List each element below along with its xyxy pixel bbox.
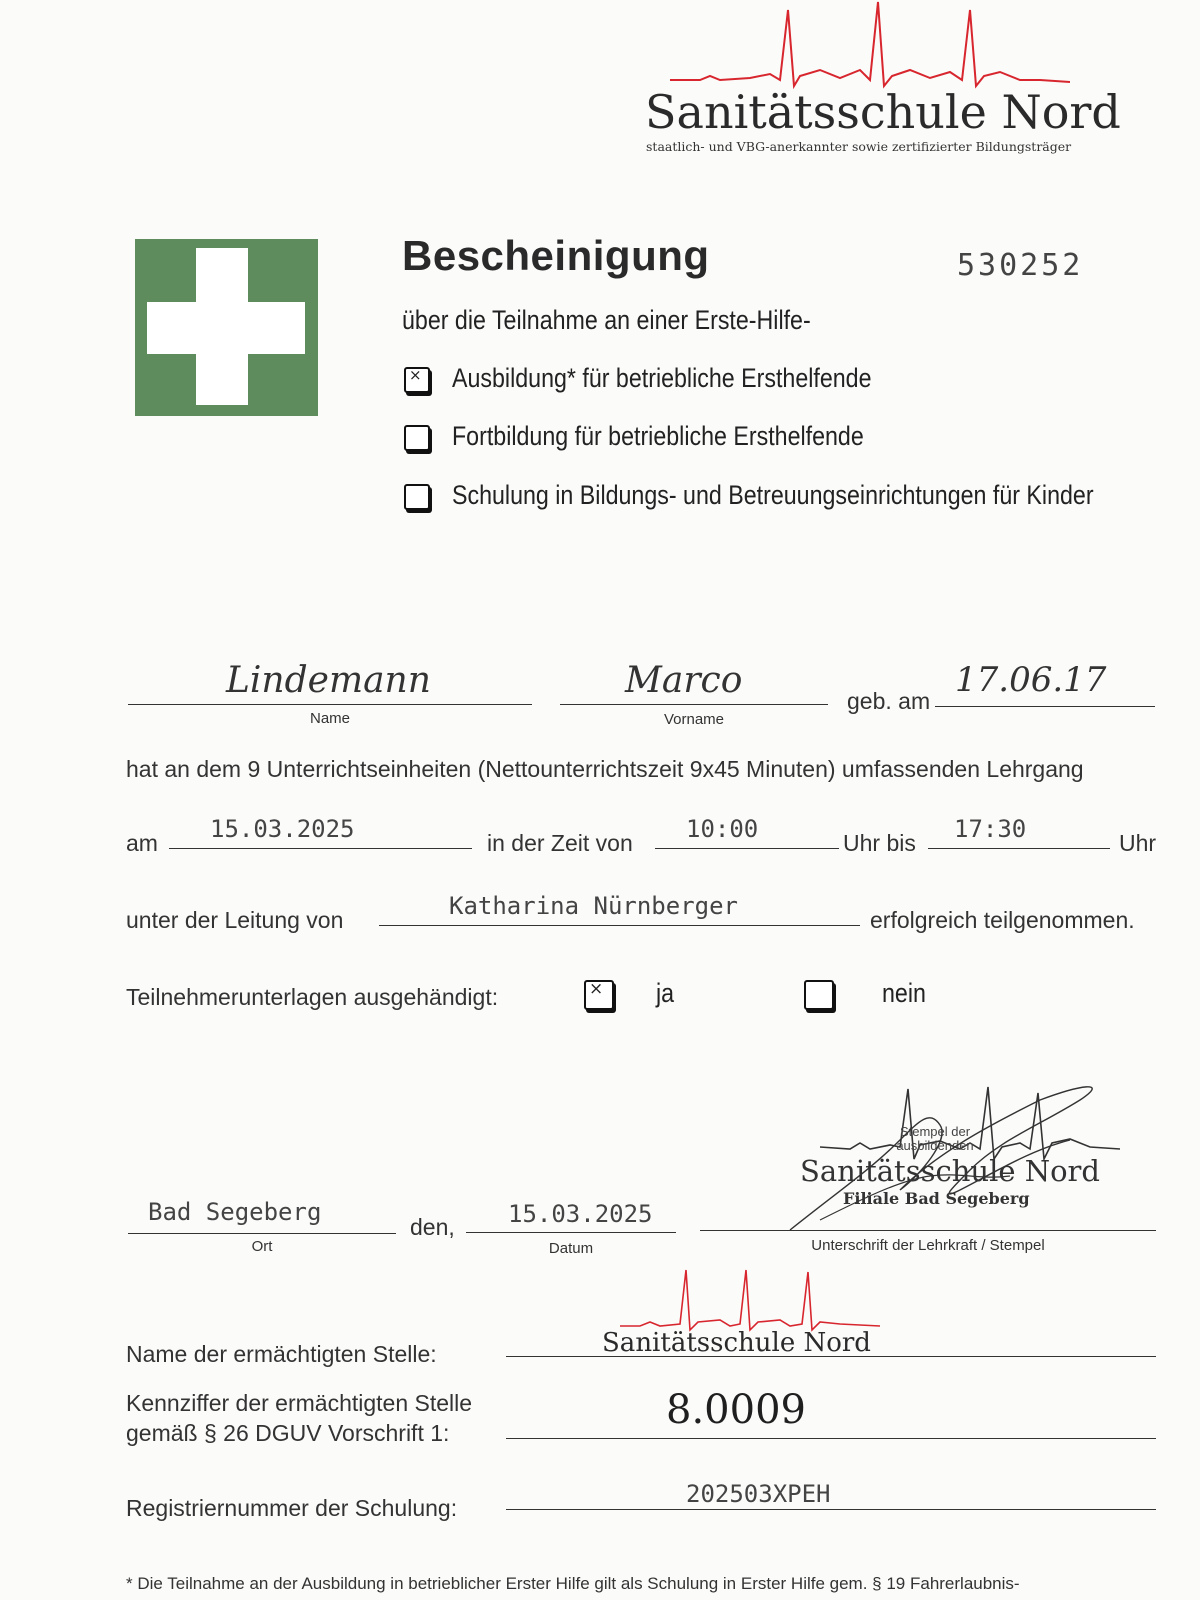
option-fortbildung-label: Fortbildung für betriebliche Ersthelfende xyxy=(452,421,864,451)
stamp-small-text: Stempel der ausbildenden xyxy=(896,1124,974,1153)
materials-no-label: nein xyxy=(882,978,926,1008)
time-mid: Uhr bis xyxy=(843,830,916,856)
place-line xyxy=(128,1233,396,1234)
certificate-subtitle: über die Teilnahme an einer Erste-Hilfe- xyxy=(402,305,811,335)
stamp-branch: Filiale Bad Segeberg xyxy=(843,1189,1030,1208)
certificate-title: Bescheinigung xyxy=(402,232,710,279)
lead-suffix: erfolgreich teilgenommen. xyxy=(870,907,1135,933)
birthdate-line xyxy=(935,706,1155,707)
option-schulung-checkbox[interactable] xyxy=(404,484,430,510)
instructor-line xyxy=(379,925,860,926)
materials-label: Teilnehmerunterlagen ausgehändigt: xyxy=(126,984,499,1010)
time-prefix: in der Zeit von xyxy=(487,830,633,856)
option-ausbildung-checkbox[interactable]: × xyxy=(404,367,430,393)
first-aid-cross-icon xyxy=(135,239,318,416)
stamp-name: Sanitätsschule Nord xyxy=(800,1154,1100,1188)
course-date: 15.03.2025 xyxy=(210,815,355,843)
birthdate-handwritten: 17.06.17 xyxy=(955,660,1107,700)
instructor-name: Katharina Nürnberger xyxy=(449,892,738,920)
signature-line xyxy=(700,1230,1156,1231)
option-schulung-label: Schulung in Bildungs- und Betreuungseinrichtungen für Kinder xyxy=(452,480,1094,510)
option-fortbildung-checkbox[interactable] xyxy=(404,425,430,451)
registration-line xyxy=(506,1509,1156,1510)
authority-ecg-logo-icon xyxy=(620,1268,880,1334)
authority-code-value: 8.0009 xyxy=(666,1387,806,1433)
materials-no-checkbox[interactable] xyxy=(804,980,834,1010)
signing-date: 15.03.2025 xyxy=(508,1200,653,1228)
date-prefix: am xyxy=(126,830,158,856)
signing-place: Bad Segeberg xyxy=(148,1198,322,1226)
materials-yes-checkbox[interactable]: × xyxy=(584,980,614,1010)
authority-code-line xyxy=(506,1438,1156,1439)
registration-value: 202503XPEH xyxy=(686,1480,831,1508)
ecg-logo-icon xyxy=(670,0,1070,90)
birth-label: geb. am xyxy=(847,688,931,714)
time-suffix: Uhr xyxy=(1119,830,1157,856)
footnote: * Die Teilnahme an der Ausbildung in betrieblicher Erster Hilfe gilt als Schulung in Erster Hilfe gem. § 19 Fahrerlaubnis- xyxy=(126,1574,1020,1593)
registration-label: Registriernummer der Schulung: xyxy=(126,1495,458,1521)
signature-label: Unterschrift der Lehrkraft / Stempel xyxy=(811,1237,1045,1254)
time-from-line xyxy=(655,848,839,849)
lead-prefix: unter der Leitung von xyxy=(126,907,344,933)
signing-date-line xyxy=(466,1232,676,1233)
materials-yes-label: ja xyxy=(656,978,675,1008)
authority-name-label: Name der ermächtigten Stelle: xyxy=(126,1341,437,1367)
lecturer-signature-icon xyxy=(780,1080,1120,1240)
authority-name-line xyxy=(506,1356,1156,1357)
time-from: 10:00 xyxy=(686,815,759,843)
firstname-line xyxy=(560,704,828,705)
authority-code-label-1: Kennziffer der ermächtigten Stelle xyxy=(126,1390,473,1416)
surname-line xyxy=(128,704,532,705)
option-ausbildung-label: Ausbildung* für betriebliche Ersthelfende xyxy=(452,363,872,393)
signing-date-label: Datum xyxy=(548,1240,594,1257)
place-label: Ort xyxy=(251,1238,273,1255)
firstname-label: Vorname xyxy=(663,711,725,728)
org-subtitle: staatlich- und VBG-anerkannter sowie zertifizierter Bildungsträger xyxy=(646,139,1072,154)
authority-name-value: Sanitätsschule Nord xyxy=(602,1328,871,1358)
firstname-signature: Marco xyxy=(625,660,743,701)
den-label: den, xyxy=(410,1214,455,1240)
surname-signature: Lindemann xyxy=(226,660,431,701)
certificate-number: 530252 xyxy=(957,248,1084,283)
authority-code-label-2: gemäß § 26 DGUV Vorschrift 1: xyxy=(126,1420,450,1446)
surname-label: Name xyxy=(309,710,350,727)
org-name: Sanitätsschule Nord xyxy=(645,85,1121,139)
course-statement: hat an dem 9 Unterrichtseinheiten (Nettounterrichtszeit 9x45 Minuten) umfassenden Lehrgang xyxy=(126,756,1084,782)
time-to: 17:30 xyxy=(954,815,1027,843)
course-date-line xyxy=(169,848,472,849)
time-to-line xyxy=(928,848,1110,849)
